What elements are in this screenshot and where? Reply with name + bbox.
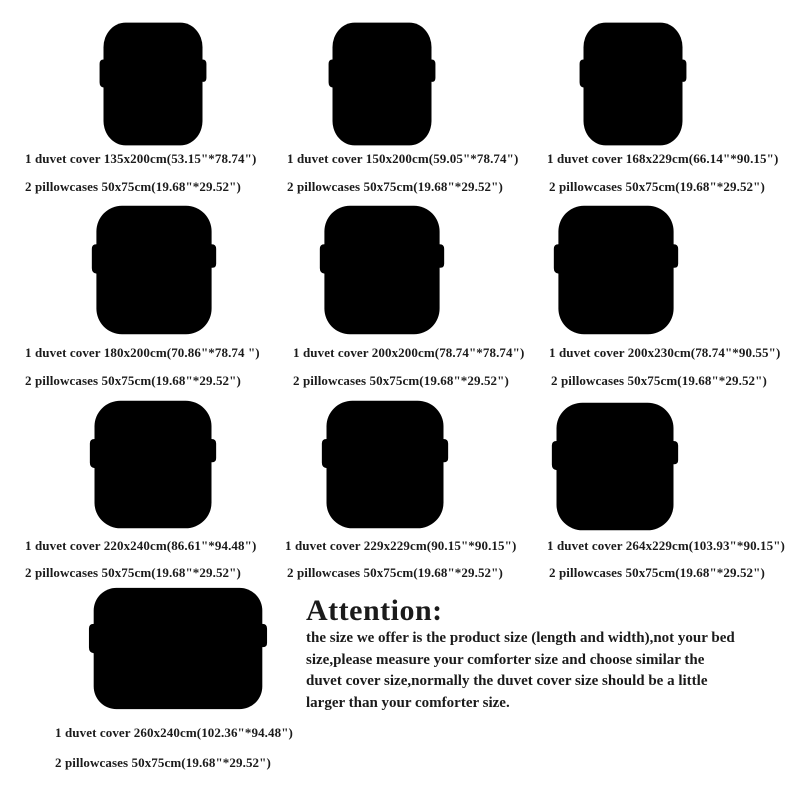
pillowcase-size-label: 2 pillowcases 50x75cm(19.68"*29.52") — [549, 179, 765, 194]
duvet-size-label: 1 duvet cover 229x229cm(90.15"*90.15") — [285, 538, 517, 553]
pillowcase-size-label: 2 pillowcases 50x75cm(19.68"*29.52") — [25, 565, 241, 580]
pillowcase-size-label: 2 pillowcases 50x75cm(19.68"*29.52") — [55, 755, 271, 770]
pillowcase-size-label: 2 pillowcases 50x75cm(19.68"*29.52") — [549, 565, 765, 580]
bed-icon — [550, 400, 680, 533]
bed-icon — [88, 398, 218, 531]
bed-icon — [98, 20, 208, 148]
bed-icon — [318, 203, 446, 337]
bed-icon — [552, 203, 680, 337]
pillowcase-size-label: 2 pillowcases 50x75cm(19.68"*29.52") — [287, 179, 503, 194]
pillowcase-size-label: 2 pillowcases 50x75cm(19.68"*29.52") — [25, 179, 241, 194]
bed-icon — [578, 20, 688, 148]
attention-text-line: the size we offer is the product size (length and width),not your bed — [306, 630, 735, 646]
duvet-size-label: 1 duvet cover 260x240cm(102.36"*94.48") — [55, 725, 293, 740]
pillowcase-size-label: 2 pillowcases 50x75cm(19.68"*29.52") — [25, 373, 241, 388]
duvet-size-label: 1 duvet cover 264x229cm(103.93"*90.15") — [547, 538, 785, 553]
duvet-size-label: 1 duvet cover 168x229cm(66.14"*90.15") — [547, 151, 779, 166]
attention-note — [306, 596, 794, 714]
duvet-size-label: 1 duvet cover 220x240cm(86.61"*94.48") — [25, 538, 257, 553]
duvet-size-label: 1 duvet cover 150x200cm(59.05"*78.74") — [287, 151, 519, 166]
attention-text-line: duvet cover size,normally the duvet cover size should be a little — [306, 673, 708, 689]
duvet-size-label: 1 duvet cover 200x230cm(78.74"*90.55") — [549, 345, 781, 360]
pillowcase-size-label: 2 pillowcases 50x75cm(19.68"*29.52") — [287, 565, 503, 580]
attention-text-line: size,please measure your comforter size and choose similar the — [306, 651, 705, 668]
bed-icon — [320, 398, 450, 531]
attention-text-line: larger than your comforter size. — [306, 694, 510, 711]
attention-title: Attention: — [306, 594, 443, 627]
pillowcase-size-label: 2 pillowcases 50x75cm(19.68"*29.52") — [551, 373, 767, 388]
duvet-size-label: 1 duvet cover 135x200cm(53.15"*78.74") — [25, 151, 257, 166]
bed-icon — [90, 203, 218, 337]
duvet-size-label: 1 duvet cover 200x200cm(78.74"*78.74") — [293, 345, 525, 360]
bed-icon — [327, 20, 437, 148]
duvet-size-label: 1 duvet cover 180x200cm(70.86"*78.74 ") — [25, 345, 260, 360]
pillowcase-size-label: 2 pillowcases 50x75cm(19.68"*29.52") — [293, 373, 509, 388]
bed-icon — [88, 585, 268, 712]
